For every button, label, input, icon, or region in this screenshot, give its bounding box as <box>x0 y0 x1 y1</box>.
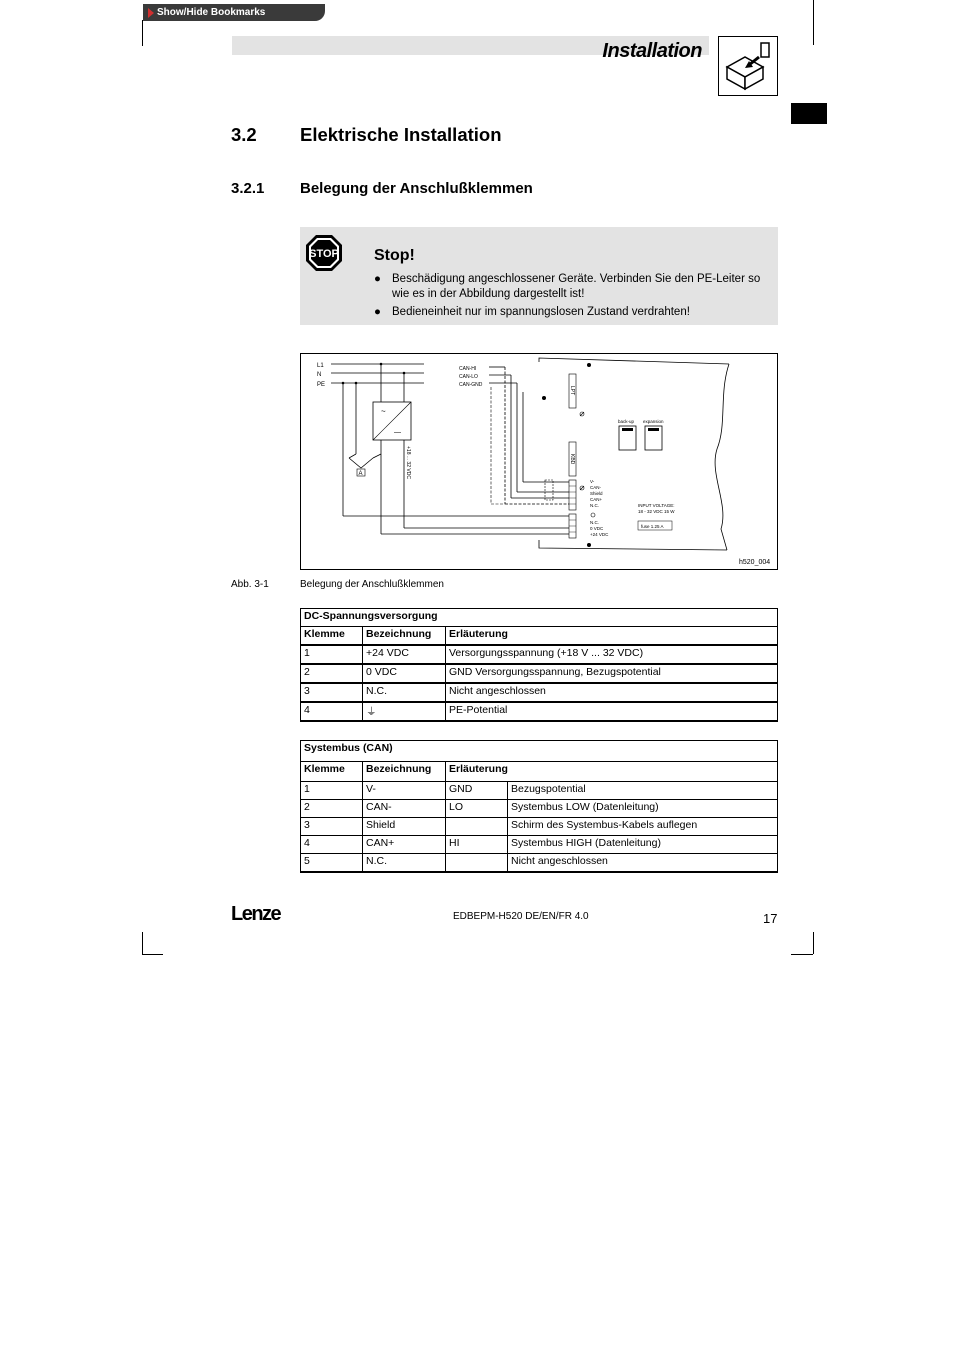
table-row: 2 0 VDC GND Versorgungsspannung, Bezugspotential <box>301 664 778 683</box>
svg-text:back-up: back-up <box>618 419 635 424</box>
subsection-title: Belegung der Anschlußklemmen <box>300 180 533 197</box>
crop-mark <box>813 932 814 954</box>
installation-box-icon <box>718 36 778 96</box>
can-table <box>300 740 778 873</box>
svg-text:LPT: LPT <box>569 386 575 396</box>
dc-table <box>300 608 778 722</box>
chapter-tab <box>791 103 827 124</box>
header-title: Installation <box>602 40 702 62</box>
svg-text:0 VDC: 0 VDC <box>590 526 604 531</box>
label-l1: L1 <box>317 363 324 369</box>
svg-text:N.C.: N.C. <box>590 503 599 508</box>
page-number: 17 <box>763 911 778 926</box>
dc-table-title: DC-Spannungsversorgung <box>301 609 778 627</box>
svg-text:+24 VDC: +24 VDC <box>590 532 609 537</box>
stop-sign-icon <box>305 234 343 272</box>
table-row: 3 N.C. Nicht angeschlossen <box>301 683 778 702</box>
crop-mark <box>142 932 143 954</box>
table-row: 4 CAN+ HI Systembus HIGH (Datenleitung) <box>301 836 778 854</box>
stop-title: Stop! <box>374 247 415 264</box>
crop-mark <box>813 0 814 45</box>
crop-mark <box>142 20 143 46</box>
svg-text:—: — <box>394 429 401 436</box>
ground-icon: ⏚ <box>363 702 446 721</box>
section-title: Elektrische Installation <box>300 124 502 145</box>
can-table-title: Systembus (CAN) <box>301 741 778 762</box>
table-row: 5 N.C. Nicht angeschlossen <box>301 854 778 873</box>
wiring-diagram <box>300 353 778 570</box>
label-n: N <box>317 372 322 378</box>
svg-text:fuse 1.25 A: fuse 1.25 A <box>641 524 664 529</box>
doc-code: EDBEPM-H520 DE/EN/FR 4.0 <box>453 911 589 922</box>
svg-text:expansion: expansion <box>643 419 664 424</box>
crop-mark <box>791 954 813 955</box>
meter-label: A <box>358 471 363 477</box>
svg-text:INPUT VOLTAGE:: INPUT VOLTAGE: <box>638 503 675 508</box>
subsection-number: 3.2.1 <box>231 180 265 197</box>
table-row: 4 ⏚ PE-Potential <box>301 702 778 721</box>
crop-mark <box>142 954 163 955</box>
svg-text:V-: V- <box>590 479 595 484</box>
label-pe: PE <box>317 382 326 388</box>
section-number: 3.2 <box>231 124 257 145</box>
svg-text:CAN-: CAN- <box>590 485 601 490</box>
svg-text:KBD: KBD <box>569 454 575 465</box>
col-header: Klemme <box>301 762 363 782</box>
table-row: 1 V- GND Bezugspotential <box>301 782 778 800</box>
col-header: Erläuterung <box>446 762 778 782</box>
triangle-right-icon <box>148 8 154 18</box>
svg-text:CAN-LO: CAN-LO <box>459 374 478 380</box>
col-header: Bezeichnung <box>363 627 446 646</box>
svg-text:CAN-HI: CAN-HI <box>459 366 477 372</box>
svg-text:N.C.: N.C. <box>590 520 599 525</box>
table-row: 3 Shield Schirm des Systembus-Kabels auflegen <box>301 818 778 836</box>
stop-sign-text: STOP <box>309 248 339 260</box>
svg-text:CAN-GND: CAN-GND <box>459 382 483 388</box>
svg-text:+18 ... 32 VDC: +18 ... 32 VDC <box>405 446 411 479</box>
stop-bullet: ● Bedieneinheit nur im spannungslosen Zustand verdrahten! <box>374 306 690 318</box>
bookmark-label: Show/Hide Bookmarks <box>157 7 266 18</box>
figure-label: Abb. 3-1 <box>231 579 269 590</box>
table-row: 1 +24 VDC Versorgungsspannung (+18 V ... 32 VDC) <box>301 645 778 664</box>
svg-text:18 - 32 VDC 15 W: 18 - 32 VDC 15 W <box>638 509 675 514</box>
figure-caption: Belegung der Anschlußklemmen <box>300 579 444 590</box>
svg-text:Shield: Shield <box>590 491 603 496</box>
show-hide-bookmarks-button[interactable] <box>143 4 325 21</box>
col-header: Erläuterung <box>446 627 778 646</box>
svg-text:CAN+: CAN+ <box>590 497 603 502</box>
lenze-logo: Lenze <box>231 903 281 925</box>
svg-text:~: ~ <box>381 407 386 416</box>
diagram-ref: h520_004 <box>739 559 771 566</box>
col-header: Klemme <box>301 627 363 646</box>
col-header: Bezeichnung <box>363 762 446 782</box>
stop-bullet: ● Beschädigung angeschlossener Geräte. Verbinden Sie den PE-Leiter so wie es in der Abbildung dargestellt ist! <box>374 273 761 300</box>
table-row: 2 CAN- LO Systembus LOW (Datenleitung) <box>301 800 778 818</box>
